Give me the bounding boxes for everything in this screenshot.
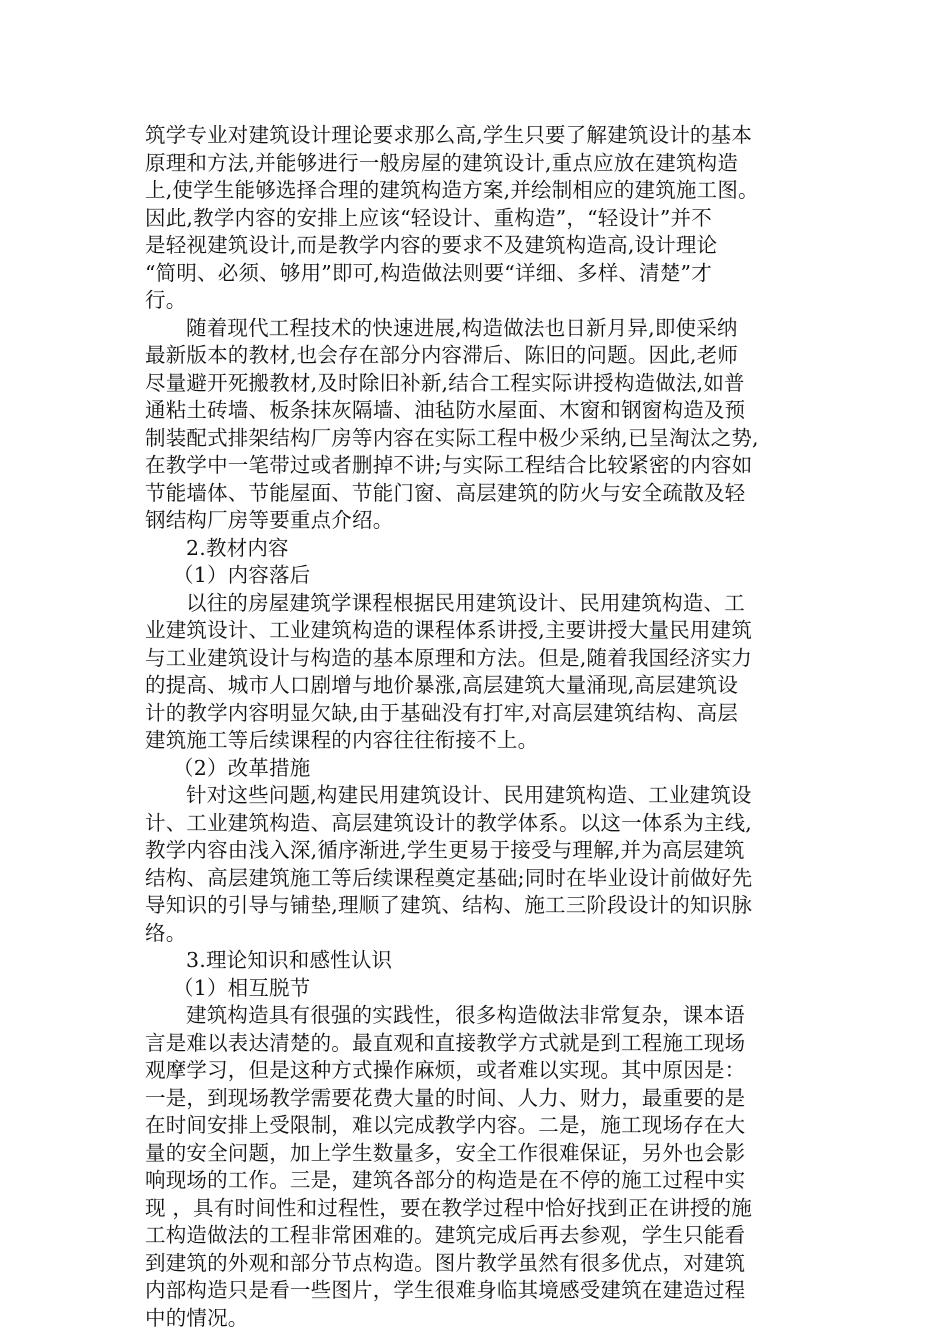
text-line: 在教学中一笔带过或者删掉不讲;与实际工程结合比较紧密的内容如 (145, 453, 753, 477)
paragraph-first-line: 随着现代工程技术的快速进展,构造做法也日新月异,即使采纳 (186, 315, 738, 340)
text-line: 上,使学生能够选择合理的建筑构造方案,并绘制相应的建筑施工图。 (145, 178, 759, 202)
paragraph-first-line: 以往的房屋建筑学课程根据民用建筑设计、民用建筑构造、工 (186, 590, 745, 615)
text-line: 言是难以表达清楚的。最直观和直接教学方式就是到工程施工现场 (145, 1030, 746, 1055)
subsection-heading: （1）相互脱节 (173, 975, 311, 1000)
text-line: 最新版本的教材,也会存在部分内容滞后、陈旧的问题。因此,老师 (145, 343, 739, 367)
text-line: 现 ，具有时间性和过程性，要在教学过程中恰好找到正在讲授的施 (145, 1195, 753, 1220)
paragraph-first-line: 建筑构造具有很强的实践性，很多构造做法非常复杂，课本语 (186, 1003, 745, 1027)
text-line: 建筑施工等后续课程的内容往往衔接不上。 (145, 728, 539, 752)
text-line: “简明、必须、够用”即可,构造做法则要“详细、多样、清楚”才 (145, 260, 712, 285)
text-line: 与工业建筑设计与构造的基本原理和方法。但是,随着我国经济实力 (145, 645, 753, 670)
text-line: 钢结构厂房等要重点介绍。 (145, 508, 394, 532)
text-line: 到建筑的外观和部分节点构造。图片教学虽然有很多优点，对建筑 (145, 1250, 746, 1275)
text-line: 的提高、城市人口剧增与地价暴涨,高层建筑大量涌现,高层建筑设 (145, 673, 739, 697)
paragraph-first-line: 针对这些问题,构建民用建筑设计、民用建筑构造、工业建筑设 (186, 783, 752, 807)
text-line: 原理和方法,并能够进行一般房屋的建筑设计,重点应放在建筑构造 (145, 150, 739, 175)
text-line: 一是，到现场教学需要花费大量的时间、人力、财力，最重要的是 (145, 1085, 746, 1110)
text-line: 导知识的引导与铺垫,理顺了建筑、结构、施工三阶段设计的知识脉 (145, 893, 753, 917)
text-line: 行。 (145, 288, 187, 312)
subsection-heading: （2）改革措施 (173, 755, 311, 780)
text-line: 筑学专业对建筑设计理论要求那么高,学生只要了解建筑设计的基本 (145, 123, 753, 147)
text-line: 制装配式排架结构厂房等内容在实际工程中极少采纳,已呈淘汰之势, (145, 425, 759, 450)
section-heading: 3.理论知识和感性认识 (186, 948, 393, 972)
document-body (145, 122, 815, 1332)
text-line: 计、工业建筑构造、高层建筑设计的教学体系。以这一体系为主线, (145, 810, 753, 835)
text-line: 结构、高层建筑施工等后续课程奠定基础;同时在毕业设计前做好先 (145, 865, 753, 890)
text-line: 通粘土砖墙、板条抹灰隔墙、油毡防水屋面、木窗和钢窗构造及预 (145, 398, 746, 422)
text-line: 在时间安排上受限制，难以完成教学内容。二是，施工现场存在大 (145, 1113, 746, 1137)
text-line: 观摩学习，但是这种方式操作麻烦，或者难以实现。其中原因是： (145, 1058, 746, 1082)
text-line: 节能墙体、节能屋面、节能门窗、高层建筑的防火与安全疏散及轻 (145, 480, 746, 505)
subsection-heading: （1）内容落后 (173, 563, 311, 587)
text-line: 教学内容由浅入深,循序渐进,学生更易于接受与理解,并为高层建筑 (145, 838, 745, 862)
text-line: 响现场的工作。三是，建筑各部分的构造是在不停的施工过程中实 (145, 1168, 746, 1192)
section-heading: 2.教材内容 (186, 535, 289, 560)
text-line: 业建筑设计、工业建筑构造的课程体系讲授,主要讲授大量民用建筑 (145, 618, 753, 642)
text-line: 中的情况。 (145, 1305, 249, 1330)
text-line: 内部构造只是看一些图片，学生很难身临其境感受建筑在建造过程 (145, 1278, 746, 1302)
text-line: 尽量避开死搬教材,及时除旧补新,结合工程实际讲授构造做法,如普 (145, 370, 745, 395)
text-line: 计的教学内容明显欠缺,由于基础没有打牢,对高层建筑结构、高层 (145, 700, 739, 725)
text-line: 络。 (145, 920, 187, 945)
text-line: 量的安全问题，加上学生数量多，安全工作很难保证，另外也会影 (145, 1140, 746, 1165)
text-line: 因此,教学内容的安排上应该“轻设计、重构造”，“轻设计”并不 (145, 205, 712, 230)
text-line: 工构造做法的工程非常困难的。建筑完成后再去参观，学生只能看 (145, 1223, 746, 1247)
text-line: 是轻视建筑设计,而是教学内容的要求不及建筑构造高,设计理论 (145, 233, 718, 257)
